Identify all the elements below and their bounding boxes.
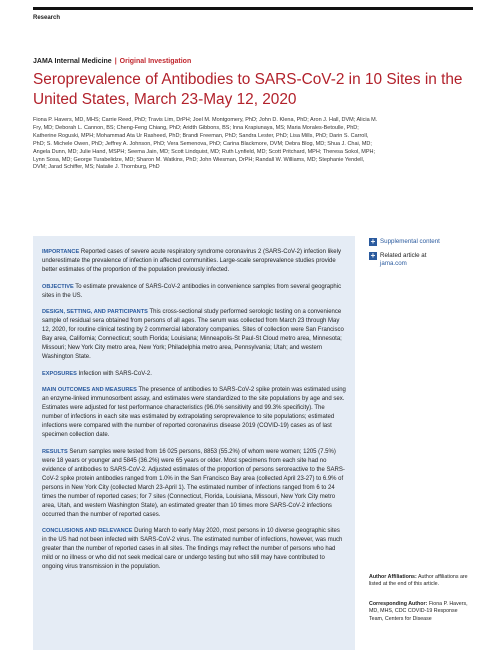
separator: | <box>114 58 117 65</box>
abstract-outcomes <box>42 386 346 440</box>
abstract-text: Reported cases of severe acute respiratory syndrome coronavirus 2 (SARS-CoV-2) infection likely underestimate the prevalence of infection in affected communities. Large-scale seroprevalence studies provide better estimates of the proportion of the population previously infected. <box>42 249 341 273</box>
related-article-link[interactable] <box>369 252 426 268</box>
abstract-heading: IMPORTANCE <box>42 249 80 255</box>
affiliations-text: Author affiliations are listed at the end of this article. <box>369 574 468 588</box>
abstract-heading: OBJECTIVE <box>42 283 74 290</box>
abstract-results <box>42 448 346 520</box>
journal-line <box>33 58 191 65</box>
journal-name: JAMA Internal Medicine <box>33 58 112 65</box>
supplemental-label: Supplemental content <box>380 238 440 245</box>
abstract-text: To estimate prevalence of SARS-CoV-2 antibodies in convenience samples from several geographic sites in the US. <box>42 283 342 299</box>
author-affiliations <box>369 574 469 589</box>
related-article-text <box>380 252 426 268</box>
abstract-heading: MAIN OUTCOMES AND MEASURES <box>42 387 137 393</box>
abstract-design <box>42 308 346 362</box>
plus-icon: + <box>370 251 376 260</box>
abstract-conclusions <box>42 527 346 572</box>
abstract-text: During March to early May 2020, most persons in 10 diverse geographic sites in the US had not been infected with SARS-CoV-2 virus. The estimated number of infections, however, was much greater than the number of reported cases in all sites. The findings may reflect the number of persons who had mild or no illness or who did not seek medical care or undergo testing but who still may have contributed to ongoing virus transmission in the population. <box>42 528 343 570</box>
section-label: Research <box>33 15 61 21</box>
corresponding-label: Corresponding Author: <box>369 601 428 607</box>
abstract-importance <box>42 248 346 275</box>
corresponding-author <box>369 601 469 623</box>
abstract-heading: DESIGN, SETTING, AND PARTICIPANTS <box>42 309 148 315</box>
top-rule <box>33 7 473 10</box>
abstract-heading: CONCLUSIONS AND RELEVANCE <box>42 528 133 534</box>
author-list: Fiona P. Havers, MD, MHS; Carrie Reed, PhD; Travis Lim, DrPH; Joel M. Montgomery, PhD; John D. Klena, PhD; Aron J. Hall, DVM; Alicia M. Fry, MD; Deborah L. Cannon, BS; Cheng-Feng Chiang, PhD; Aridth Gibbons, BS; Inna Krapiunaya, MS; Maria Morales-Betoulle, PhD; Katherine Roguski, MPH; Mohammad Ata Ur Rasheed, PhD; Brandi Freeman, PhD; Sandra Lester, PhD; Lisa Mills, PhD; Darin S. Carroll, PhD; S. Michele Owen, PhD; Jeffrey A. Johnson, PhD; Vera Semenova, PhD; Carina Blackmore, DVM; Debra Blog, MD; Shua J. Chai, MD; Angela Dunn, MD; Julie Hand, MSPH; Seema Jain, MD; Scott Lindquist, MD; Ruth Lynfield, MD; Scott Pritchard, MPH; Theresa Sokol, MPH; Lynn Sosa, MD; George Turabelidze, MD; Sharon M. Watkins, PhD; John Wiesman, DrPH; Randall W. Williams, MD; Stephanie Yendell, DVM; Jarad Schiffer, MS; Natalie J. Thornburg, PhD <box>33 117 378 171</box>
abstract-text: Serum samples were tested from 16 025 persons, 8853 (55.2%) of whom were women; 1205 (7.5%) were 18 years or younger and 5845 (36.2%) were 65 years or older. Most specimens from each site had no evidence of antibodies to SARS-CoV-2. Adjusted estimates of the proportion of persons seroreactive to the SARS-CoV-2 spike protein antibodies ranged from 1.0% in the San Francisco Bay area (collected April 23-27) to 6.9% of persons in New York City (collected March 23-April 1). The estimated number of infections ranged from 6 to 24 times the number of reported cases; for 7 sites (Connecticut, Florida, Louisiana, Missouri, New York City metro area, Utah, and western Washington State), an estimated greater than 10 times more SARS-CoV-2 infections occurred than the number of reported cases. <box>42 448 345 518</box>
abstract-heading: RESULTS <box>42 448 68 455</box>
article-title: Seroprevalence of Antibodies to SARS-CoV-2 in 10 Sites in the United States, March 23-May 12, 2020 <box>33 71 463 108</box>
related-site[interactable]: jama.com <box>380 260 407 267</box>
abstract-text: The presence of antibodies to SARS-CoV-2 spike protein was estimated using an enzyme-linked immunosorbent assay, and estimates were standardized to the site populations by age and sex. Estimates were adjusted for test performance characteristics (96.0% sensitivity and 99.3% specificity). The number of infections in each site was estimated by extrapolating seroprevalence to site populations; estimated infections were compared with the number of reported coronavirus disease 2019 (COVID-19) cases as of last specimen collection date. <box>42 387 346 438</box>
abstract-text: This cross-sectional study performed serologic testing on a convenience sample of residual sera obtained from persons of all ages. The serum was collected from March 23 through May 12, 2020, for routine clinical testing by 2 commercial laboratory companies. Sites of collection were San Francisco Bay area, California; Connecticut; south Florida; Louisiana; Minneapolis-St Paul-St Cloud metro area, Minnesota; Missouri; New York City metro area, New York; Philadelphia metro area, Pennsylvania; Utah; and western Washington State. <box>42 309 344 360</box>
article-type: Original Investigation <box>119 58 192 65</box>
abstract-exposures <box>42 370 346 379</box>
affiliations-label: Author Affiliations: <box>369 574 417 580</box>
abstract-heading: EXPOSURES <box>42 370 77 377</box>
abstract-objective <box>42 283 346 301</box>
plus-icon: + <box>370 237 376 246</box>
abstract-text: Infection with SARS-CoV-2. <box>78 370 152 377</box>
related-prefix: Related article at <box>380 252 427 259</box>
supplemental-content-link[interactable] <box>369 238 440 246</box>
corresponding-text: Fiona P. Havers, MD, MHS, CDC COVID-19 Response Team, Centers for Disease <box>369 601 468 622</box>
abstract-box <box>33 236 355 650</box>
